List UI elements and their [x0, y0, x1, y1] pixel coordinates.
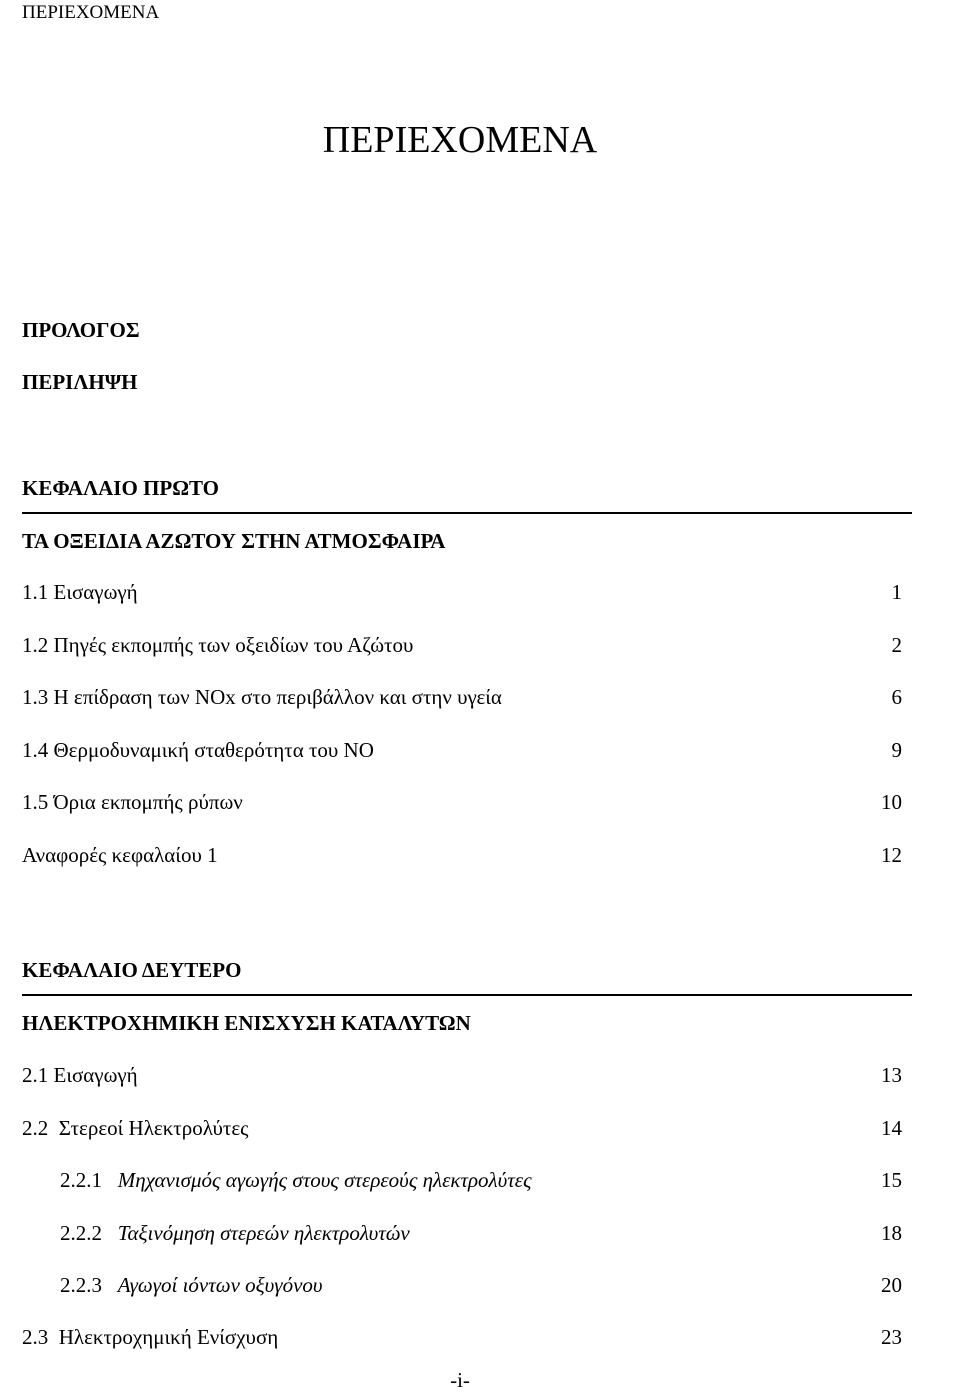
toc-entry-1-1[interactable]	[22, 580, 902, 610]
toc-entry-title: Πηγές εκπομπής των οξειδίων του Αζώτου	[53, 633, 414, 657]
chapter-1-divider	[22, 512, 912, 514]
toc-entry-page: 15	[881, 1168, 902, 1192]
toc-entry-1-3[interactable]	[22, 685, 902, 715]
toc-entry-1-2[interactable]	[22, 633, 902, 663]
toc-entry-number: 2.1	[22, 1063, 49, 1087]
page-number: -i-	[450, 1368, 470, 1392]
toc-entry-number: 1.3	[22, 685, 49, 709]
front-matter-summary[interactable]: ΠΕΡΙΛΗΨΗ	[22, 370, 138, 394]
toc-entry-2-3[interactable]	[22, 1325, 902, 1355]
toc-entry-title: Όρια εκπομπής ρύπων	[53, 790, 243, 814]
toc-entry-page: 20	[881, 1273, 902, 1297]
toc-entry-number: 1.2	[22, 633, 49, 657]
toc-entry-page: 18	[881, 1221, 902, 1245]
chapter-2-divider	[22, 994, 912, 996]
toc-entry-number: 2.3	[22, 1325, 49, 1349]
toc-entry-number: 2.2.2	[60, 1221, 102, 1245]
toc-entry-page: 14	[881, 1116, 902, 1140]
toc-entry-2-2[interactable]	[22, 1116, 902, 1146]
toc-entry-title: Αναφορές κεφαλαίου 1	[22, 843, 218, 867]
toc-entry-title: Η επίδραση των NOx στο περιβάλλον και στην υγεία	[53, 685, 502, 709]
toc-entry-page: 9	[891, 738, 902, 762]
toc-entry-title: Θερμοδυναμική σταθερότητα του NO	[53, 738, 374, 762]
running-header: ΠΕΡΙΕΧΟΜΕΝΑ	[22, 2, 160, 23]
toc-entry-page: 10	[881, 790, 902, 814]
chapter-2-label: ΚΕΦΑΛΑΙΟ ΔΕΥΤΕΡΟ	[22, 958, 242, 982]
toc-entry-page: 6	[891, 685, 902, 709]
toc-entry-1-5[interactable]	[22, 790, 902, 820]
toc-entry-page: 13	[881, 1063, 902, 1087]
chapter-2-title[interactable]: ΗΛΕΚΤΡΟΧΗΜΙΚΗ ΕΝΙΣΧΥΣΗ ΚΑΤΑΛΥΤΩΝ	[22, 1011, 471, 1035]
toc-entry-number: 2.2	[22, 1116, 49, 1140]
front-matter-prologue[interactable]: ΠΡΟΛΟΓΟΣ	[22, 318, 140, 342]
chapter-1-label: ΚΕΦΑΛΑΙΟ ΠΡΩΤΟ	[22, 476, 220, 500]
toc-entry-number: 2.2.3	[60, 1273, 102, 1297]
toc-entry-title: Ταξινόμηση στερεών ηλεκτρολυτών	[117, 1221, 410, 1245]
toc-entry-title: Μηχανισμός αγωγής στους στερεούς ηλεκτρολύτες	[117, 1168, 532, 1192]
toc-entry-title: Εισαγωγή	[53, 1063, 138, 1087]
toc-entry-page: 23	[881, 1325, 902, 1349]
page-title: ΠΕΡΙΕΧΟΜΕΝΑ	[322, 119, 598, 161]
toc-entry-1-4[interactable]	[22, 738, 902, 768]
toc-entry-number: 1.5	[22, 790, 49, 814]
toc-entry-2-2-3[interactable]	[22, 1273, 902, 1303]
toc-entry-page: 2	[891, 633, 902, 657]
toc-entry-number: 1.4	[22, 738, 49, 762]
toc-entry-2-1[interactable]	[22, 1063, 902, 1093]
toc-entry-title: Στερεοί Ηλεκτρολύτες	[58, 1116, 249, 1140]
toc-entry-title: Ηλεκτροχημική Ενίσχυση	[58, 1325, 279, 1349]
toc-entry-2-2-1[interactable]	[22, 1168, 902, 1198]
toc-entry-page: 12	[881, 843, 902, 867]
chapter-1-title[interactable]: ΤΑ ΟΞΕΙΔΙΑ ΑΖΩΤΟΥ ΣΤΗΝ ΑΤΜΟΣΦΑΙΡΑ	[22, 529, 446, 553]
toc-entry-number: 1.1	[22, 580, 49, 604]
toc-entry-1-references[interactable]	[22, 843, 902, 873]
toc-entry-title: Αγωγοί ιόντων οξυγόνου	[117, 1273, 323, 1297]
toc-entry-page: 1	[891, 580, 902, 604]
toc-entry-2-2-2[interactable]	[22, 1221, 902, 1251]
toc-entry-title: Εισαγωγή	[53, 580, 138, 604]
toc-entry-number: 2.2.1	[60, 1168, 102, 1192]
